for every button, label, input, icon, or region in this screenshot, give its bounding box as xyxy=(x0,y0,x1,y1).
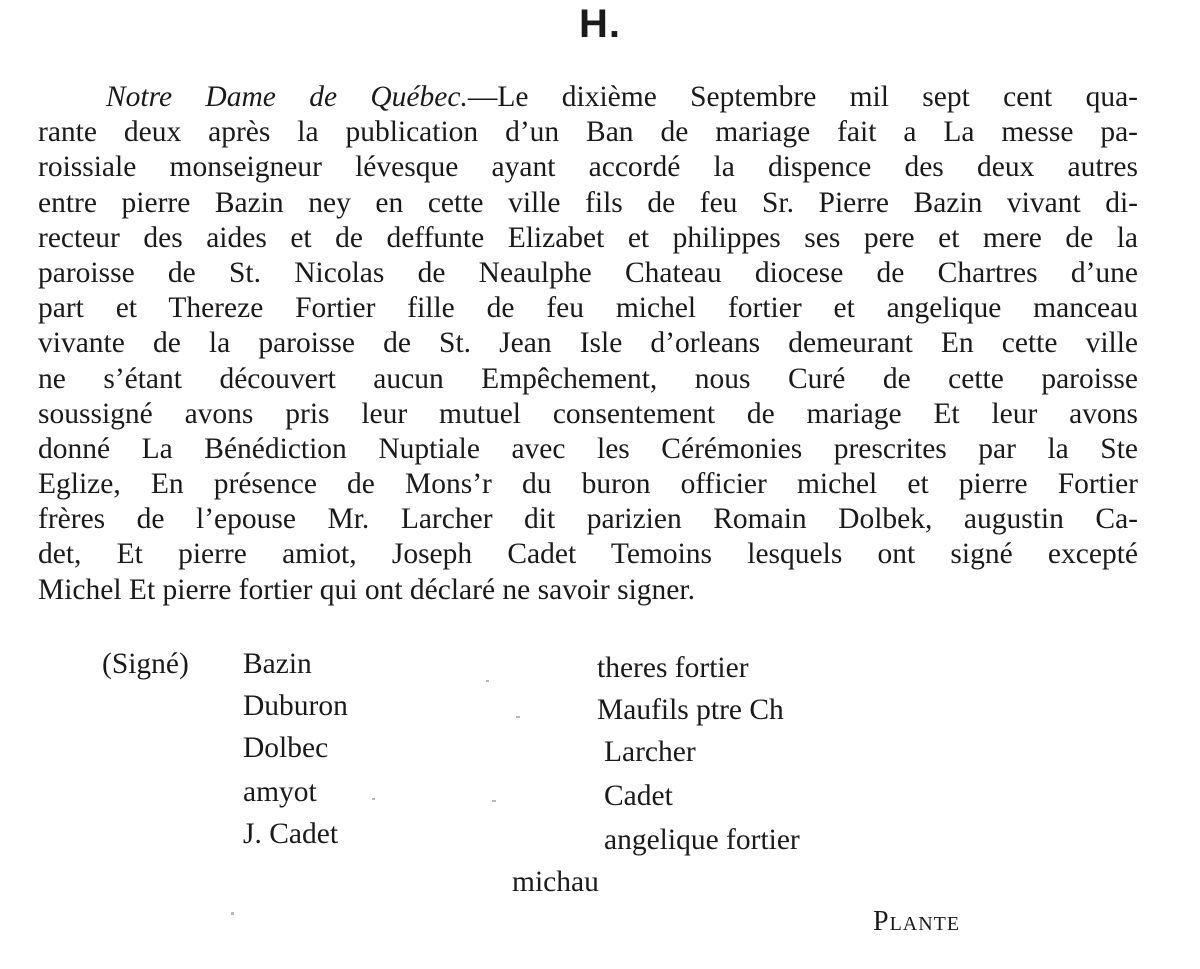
print-speck xyxy=(486,680,489,682)
paragraph-line: entre pierre Bazin ney en cette ville fils de feu Sr. Pierre Bazin vivant di- xyxy=(38,186,1138,219)
closing-signature: Plante xyxy=(873,906,961,937)
place-name: Notre Dame de Québec. xyxy=(106,81,468,113)
paragraph-line: rante deux après la publication d’un Ban de mariage fait a La messe pa- xyxy=(38,116,1138,149)
signature-right: Maufils ptre Ch xyxy=(597,694,784,726)
paragraph-line: soussigné avons pris leur mutuel consentement de mariage Et leur avons xyxy=(38,397,1138,430)
paragraph-line: Michel Et pierre fortier qui ont déclaré ne savoir signer. xyxy=(38,573,695,606)
print-speck xyxy=(372,798,375,800)
paragraph-line: part et Thereze Fortier fille de feu michel fortier et angelique manceau xyxy=(38,292,1138,325)
signature-right: Cadet xyxy=(604,780,673,812)
print-speck xyxy=(492,800,496,802)
marriage-record-paragraph xyxy=(38,80,1138,608)
paragraph-line: roissiale monseigneur lévesque ayant accordé la dispence des deux autres xyxy=(38,151,1138,184)
paragraph-line: ne s’étant découvert aucun Empêchement, nous Curé de cette paroisse xyxy=(38,362,1138,395)
print-speck xyxy=(231,912,234,915)
paragraph-line: vivante de la paroisse de St. Jean Isle d’orleans demeurant En cette ville xyxy=(38,327,1138,360)
signature-left: Dolbec xyxy=(243,732,329,764)
paragraph-line: paroisse de St. Nicolas de Neaulphe Chateau diocese de Chartres d’une xyxy=(38,256,1138,289)
paragraph-line xyxy=(38,80,1138,115)
page-heading: H. xyxy=(579,2,621,46)
signature-left: amyot xyxy=(243,776,317,808)
signature-right: angelique fortier xyxy=(604,824,800,856)
signature-right: theres fortier xyxy=(597,652,749,684)
paragraph-line: recteur des aides et de deffunte Elizabet et philippes ses pere et mere de la xyxy=(38,221,1138,254)
print-speck xyxy=(516,716,520,718)
paragraph-line: frères de l’epouse Mr. Larcher dit parizien Romain Dolbek, augustin Ca- xyxy=(38,503,1138,536)
paragraph-line-text: —Le dixième Septembre mil sept cent qua- xyxy=(467,81,1139,113)
signature-right: Larcher xyxy=(604,736,696,768)
signature-left: J. Cadet xyxy=(243,818,339,850)
signature-center: michau xyxy=(512,866,599,898)
paragraph-line: donné La Bénédiction Nuptiale avec les Cérémonies prescrites par la Ste xyxy=(38,432,1138,465)
paragraph-line: det, Et pierre amiot, Joseph Cadet Temoins lesquels ont signé excepté xyxy=(38,538,1138,571)
paragraph-line: Eglize, En présence de Mons’r du buron officier michel et pierre Fortier xyxy=(38,468,1138,501)
signature-left: Duburon xyxy=(243,690,348,722)
signed-label: (Signé) xyxy=(102,648,189,680)
signature-left: Bazin xyxy=(243,648,312,680)
